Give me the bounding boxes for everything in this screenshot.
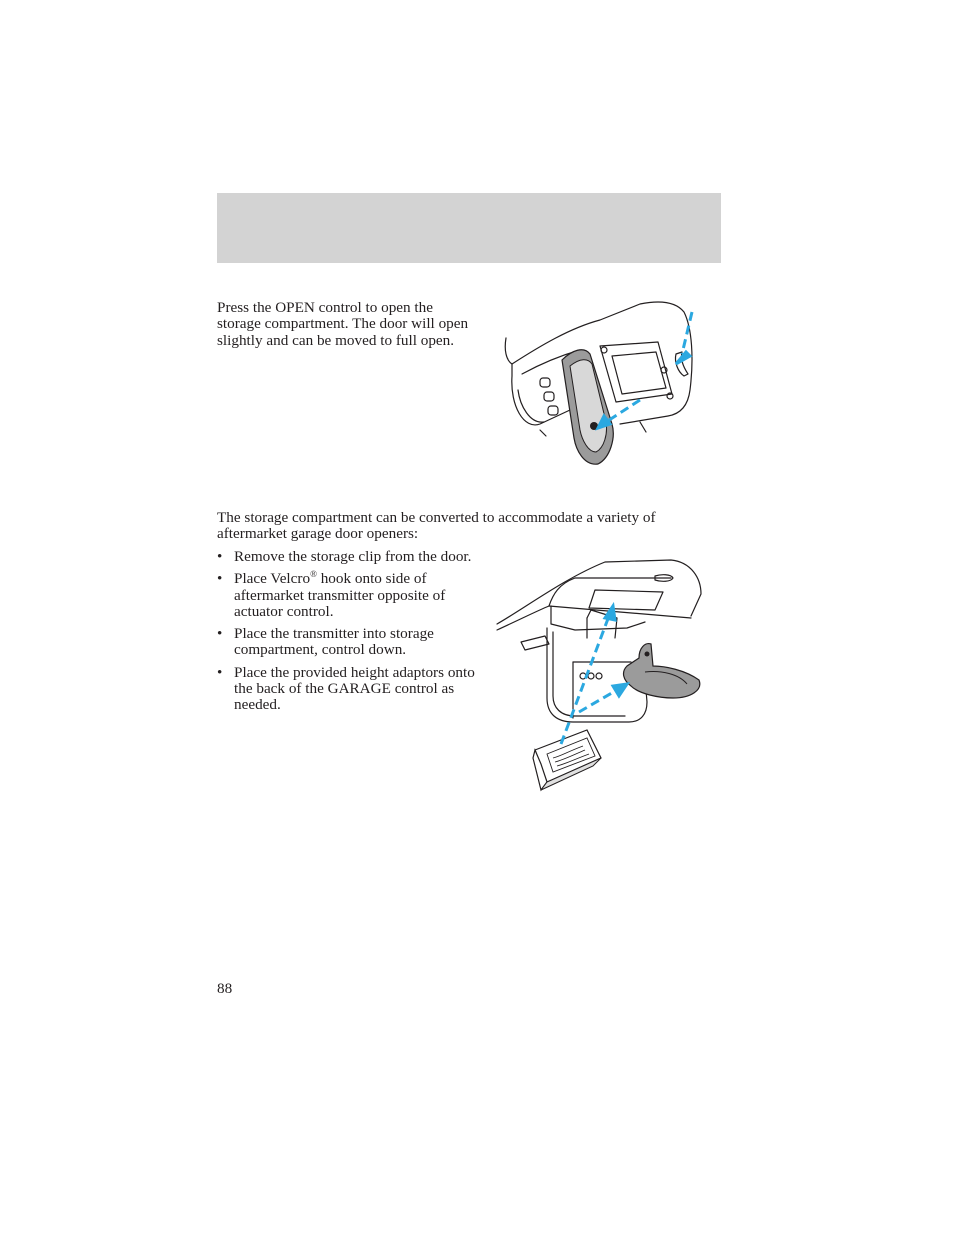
convert-paragraph: The storage compartment can be converted to accommodate a variety of aftermarket garage door openers: xyxy=(217,509,656,543)
list-item xyxy=(217,626,479,659)
overhead-console-icon xyxy=(500,298,710,470)
bullet-glyph: • xyxy=(217,663,223,681)
list-item xyxy=(217,549,479,565)
bullet-glyph: • xyxy=(217,548,223,565)
bullet-text: Place the provided height adaptors onto the back of the GARAGE control as needed. xyxy=(234,663,475,714)
instruction-list xyxy=(217,549,479,720)
section-header-bar xyxy=(217,193,721,263)
list-item xyxy=(217,571,479,620)
bullet-glyph: • xyxy=(217,570,223,588)
bullet-glyph: • xyxy=(217,625,223,643)
bullet-text-start: Place Velcro xyxy=(234,570,311,588)
bullet-text-end: hook onto side of aftermarket transmitter opposite of actuator control. xyxy=(234,570,446,620)
garage-transmitter-icon xyxy=(495,558,707,796)
bullet-text: Remove the storage clip from the door. xyxy=(234,548,472,565)
bullet-text: Place the transmitter into storage compartment, control down. xyxy=(234,625,434,659)
page-number: 88 xyxy=(217,980,233,997)
registered-mark: ® xyxy=(310,569,317,580)
list-item xyxy=(217,665,479,714)
intro-paragraph: Press the OPEN control to open the storage compartment. The door will open slightly and can be moved to full open. xyxy=(217,299,469,349)
